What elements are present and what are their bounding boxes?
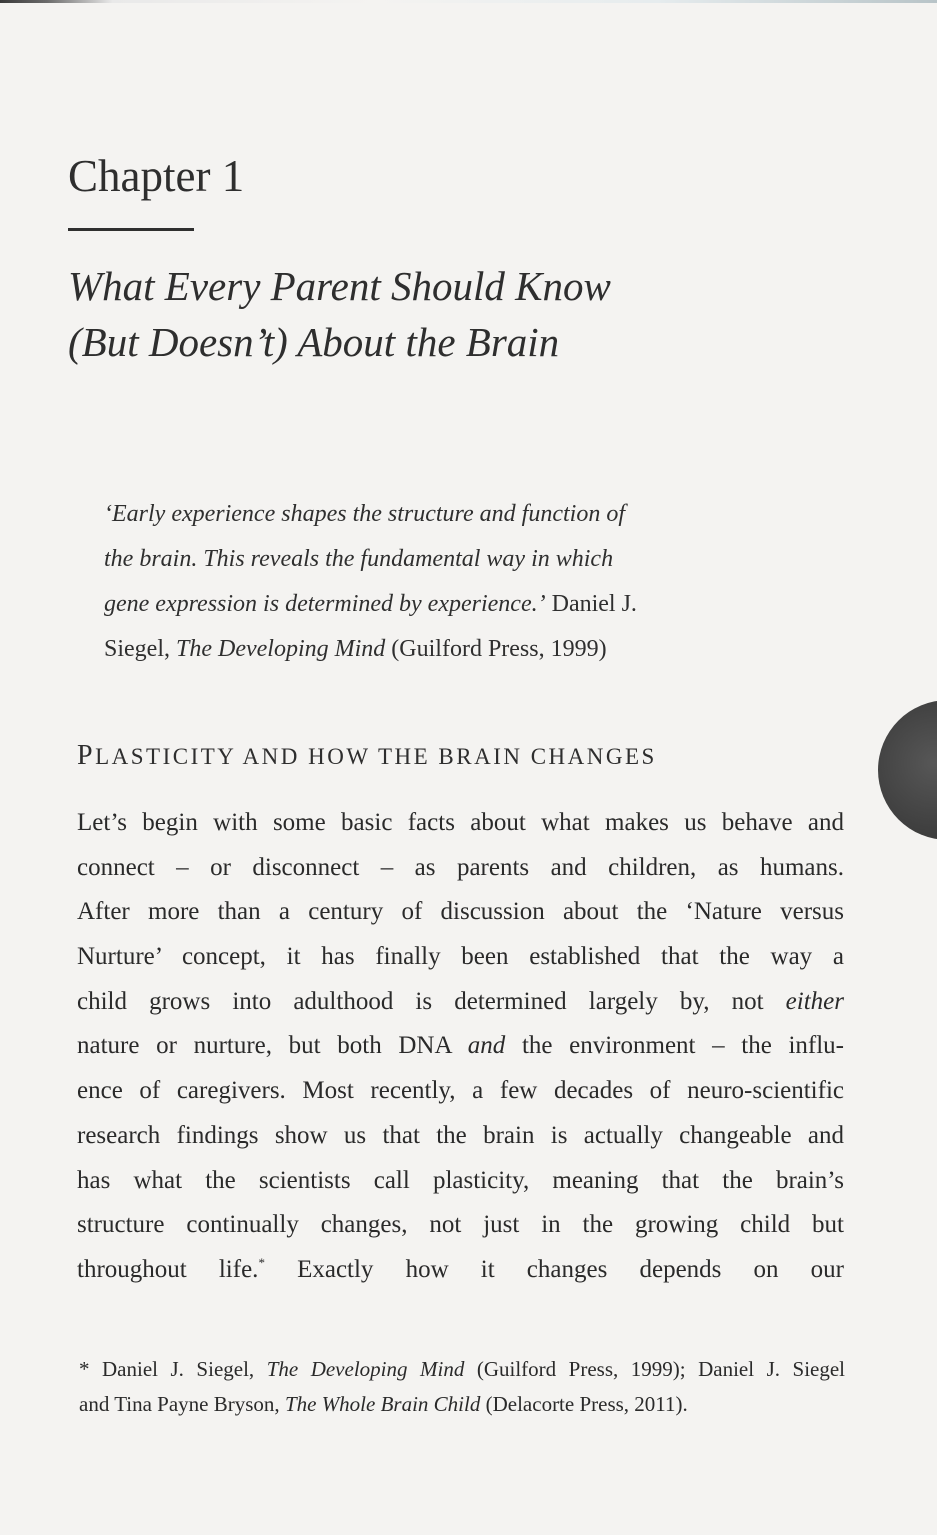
body-line: [77, 1248, 844, 1293]
chapter-title-line: What Every Parent Should Know: [68, 263, 611, 309]
footnote-book-title: The Whole Brain Child: [284, 1392, 481, 1416]
epigraph-line: the brain. This reveals the fundamental way in which: [104, 546, 614, 572]
section-heading-initial: P: [77, 740, 96, 771]
page-top-edge: [0, 0, 937, 3]
chapter-title: [68, 258, 868, 370]
footnote-line: [79, 1352, 845, 1387]
footnote-reference[interactable]: *: [258, 1254, 265, 1270]
body-emphasis: and: [467, 1032, 506, 1060]
body-line: [77, 1024, 844, 1069]
body-text-run: nature or nurture, but both DNA: [77, 1032, 468, 1060]
epigraph-quote-end: gene expression is determined by experience.’: [104, 591, 546, 617]
body-emphasis: either: [785, 987, 844, 1015]
footnote-text-run: (Delacorte Press, 2011).: [480, 1392, 688, 1416]
body-line: research findings show us that the brain is actually changeable and: [77, 1121, 844, 1149]
body-line: connect – or disconnect – as parents and children, as humans.: [77, 853, 844, 881]
footnote-book-title: The Developing Mind: [266, 1357, 465, 1381]
thumb-index-tab: [878, 700, 937, 840]
body-line: has what the scientists call plasticity, meaning that the brain’s: [77, 1166, 844, 1194]
footnote-line: [79, 1387, 845, 1422]
body-text-run: the environment – the influ-: [505, 1032, 845, 1060]
footnote: [79, 1352, 845, 1422]
epigraph-source-publisher: (Guilford Press, 1999): [385, 636, 607, 662]
body-text-run: Exactly how it changes depends on our: [264, 1255, 845, 1283]
body-line: structure continually changes, not just in the growing child but: [77, 1211, 844, 1239]
section-heading-rest: LASTICITY AND HOW THE BRAIN CHANGES: [95, 744, 657, 769]
epigraph-line: ‘Early experience shapes the structure and function of: [104, 501, 625, 527]
body-paragraph: [77, 801, 844, 1293]
body-line: After more than a century of discussion about the ‘Nature versus: [77, 898, 844, 926]
body-line: Nurture’ concept, it has finally been established that the way a: [77, 943, 844, 971]
body-line: Let’s begin with some basic facts about what makes us behave and: [77, 809, 844, 836]
footnote-mark: *: [79, 1357, 90, 1381]
body-text-run: child grows into adulthood is determined largely by, not: [77, 987, 786, 1015]
epigraph-author: Daniel J.: [545, 591, 637, 617]
section-heading: [77, 738, 657, 775]
footnote-text-run: Daniel J. Siegel,: [89, 1357, 267, 1381]
epigraph-line: [104, 627, 704, 672]
epigraph: [104, 492, 704, 672]
chapter-title-line: (But Doesn’t) About the Brain: [68, 319, 560, 365]
footnote-text-run: and Tina Payne Bryson,: [79, 1392, 285, 1416]
footnote-text-run: (Guilford Press, 1999); Daniel J. Siegel: [464, 1357, 846, 1381]
chapter-label: Chapter 1: [68, 151, 245, 201]
epigraph-line: [104, 582, 704, 627]
body-line: ence of caregivers. Most recently, a few decades of neuro-scientific: [77, 1077, 844, 1105]
body-line: [77, 980, 844, 1025]
epigraph-source-title: The Developing Mind: [176, 636, 386, 662]
chapter-rule: [68, 228, 194, 231]
epigraph-author-surname: Siegel,: [104, 636, 176, 662]
body-text-run: throughout life.: [77, 1255, 259, 1283]
